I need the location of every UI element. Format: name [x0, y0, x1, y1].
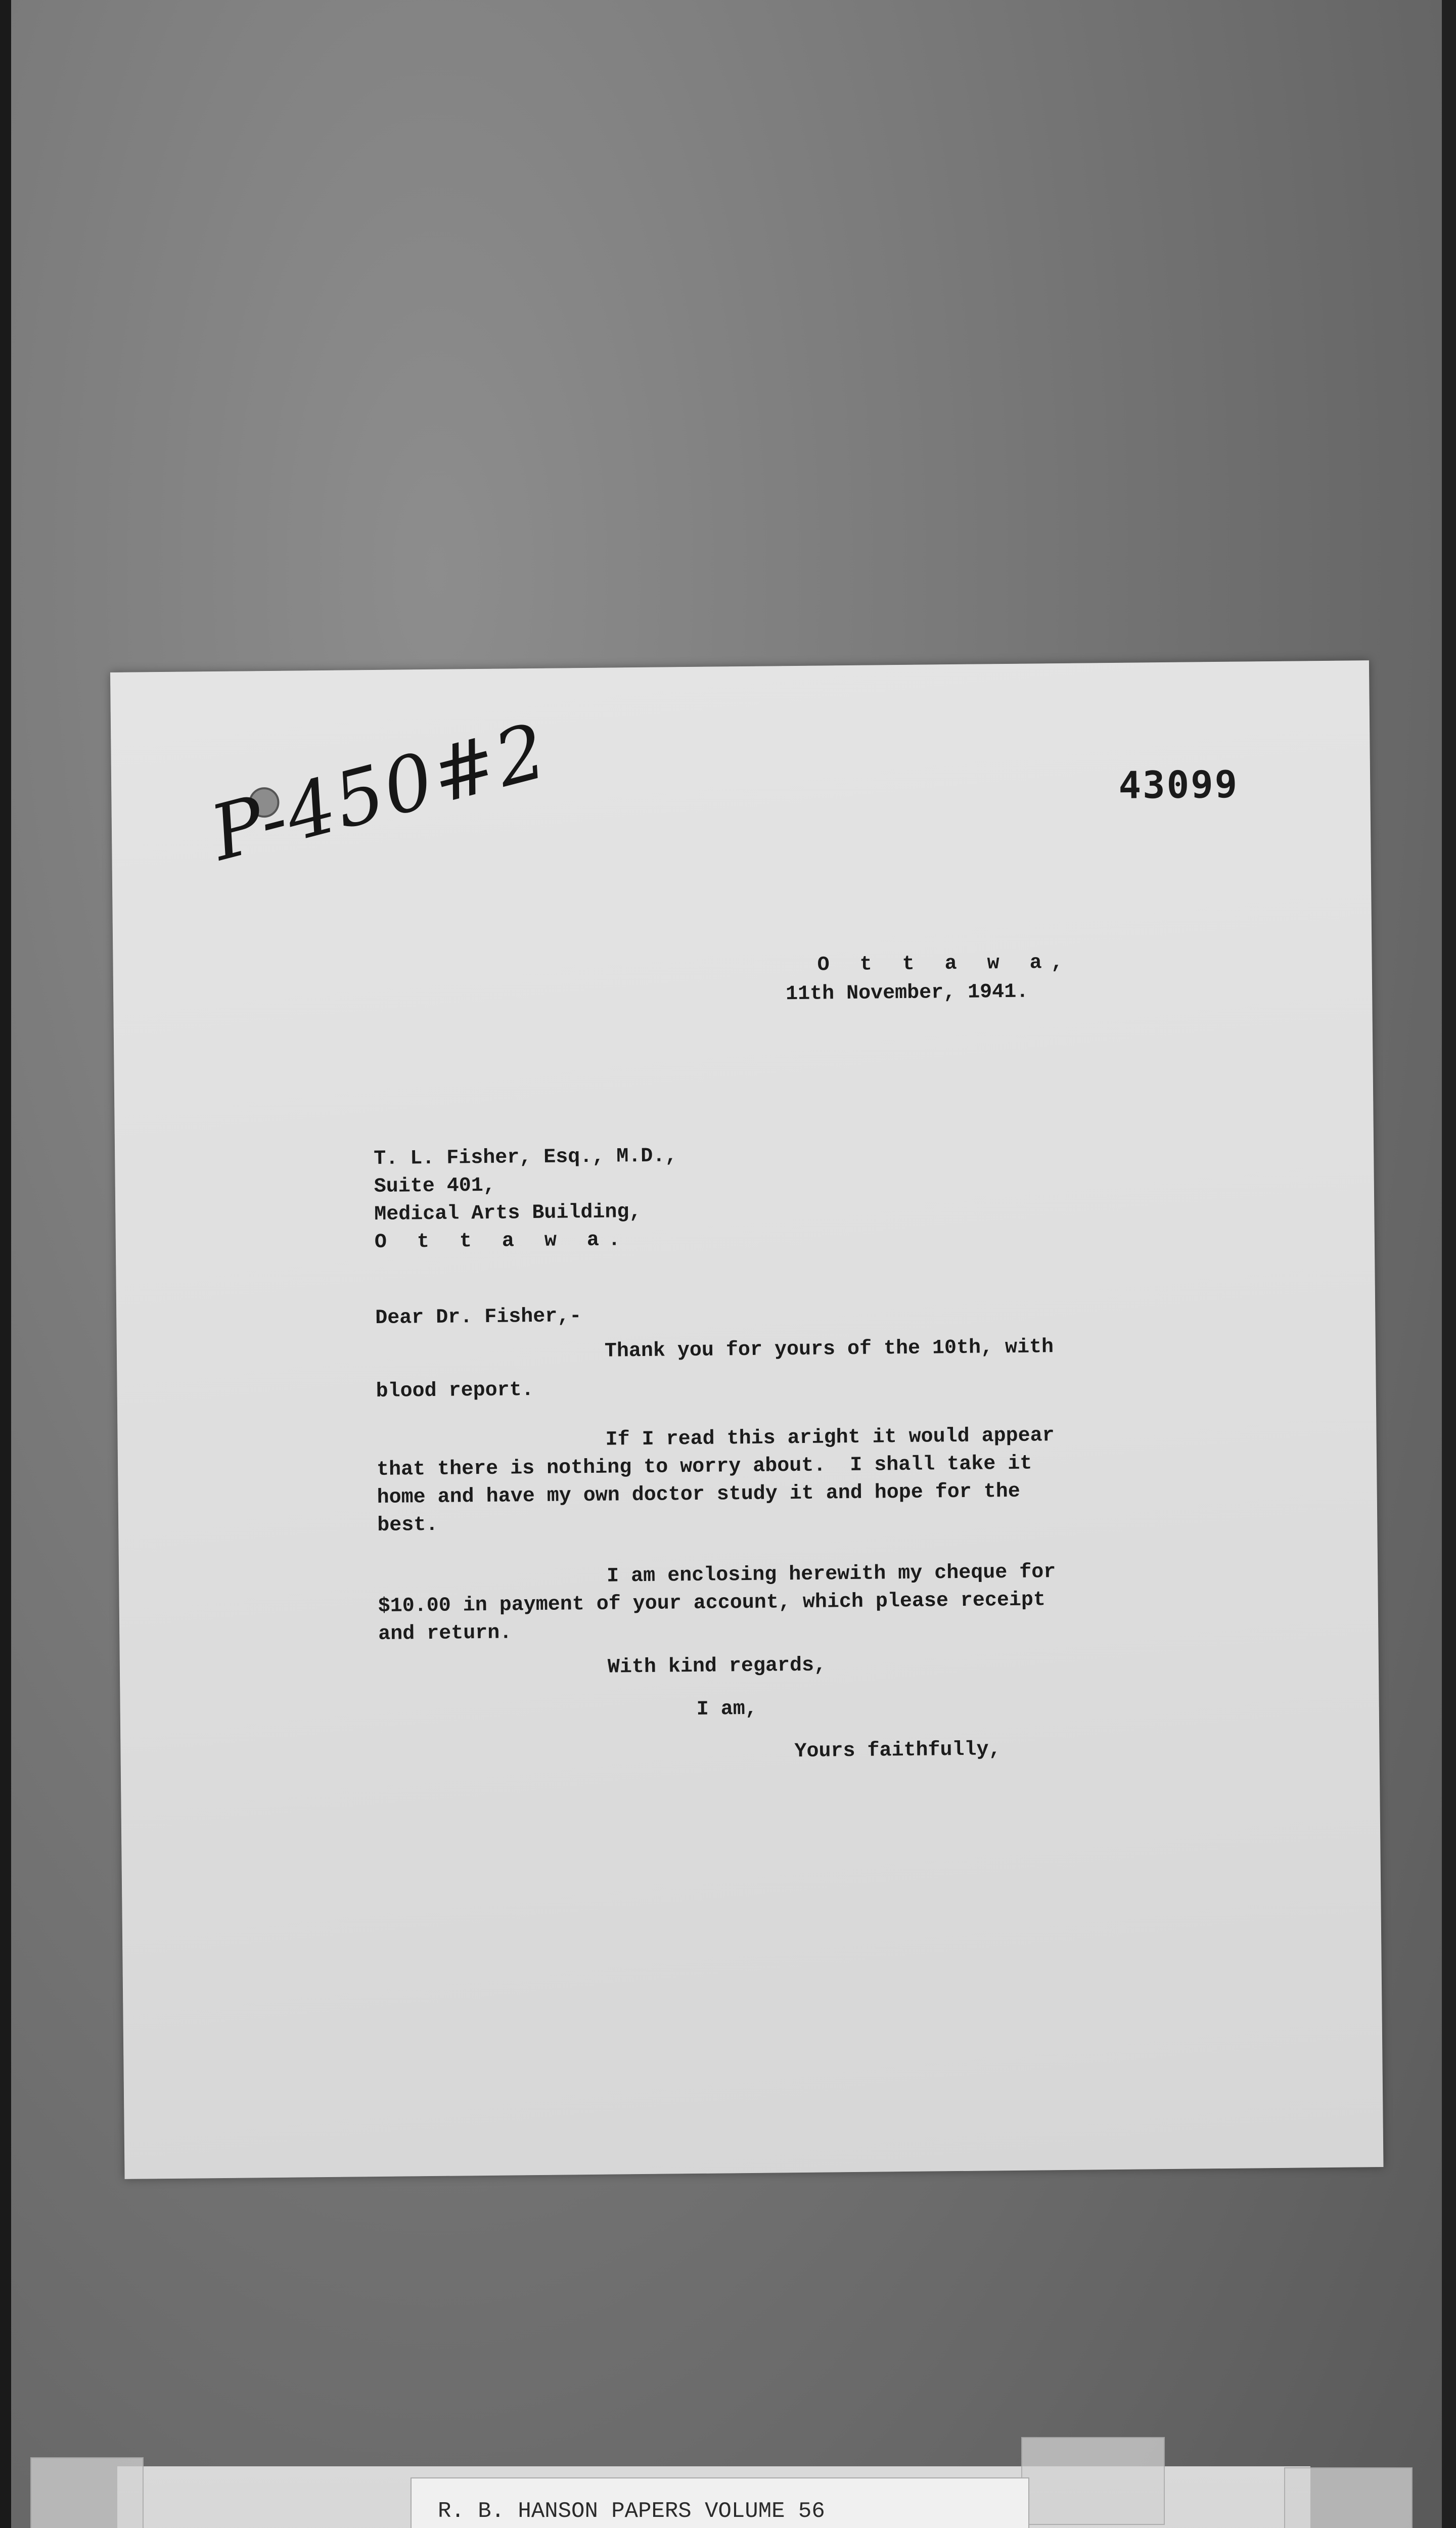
- tape-strip: [1284, 2467, 1413, 2528]
- volume-label: [411, 2477, 1029, 2528]
- paragraph-line: I am enclosing herewith my cheque for: [606, 1561, 1056, 1588]
- closing-line: With kind regards,: [607, 1654, 827, 1679]
- paragraph-line: that there is nothing to worry about. I shall take it: [376, 1452, 1032, 1482]
- paragraph-line: $10.00 in payment of your account, which please receipt: [378, 1589, 1046, 1618]
- salutation: Dear Dr. Fisher,-: [375, 1305, 582, 1330]
- addressee-line: Suite 401,: [374, 1174, 496, 1199]
- document-number: 43099: [1118, 762, 1239, 807]
- volume-label-text: R. B. HANSON PAPERS VOLUME 56: [438, 2499, 825, 2524]
- addressee-line: T. L. Fisher, Esq., M.D.,: [374, 1145, 677, 1171]
- tape-strip: [30, 2457, 144, 2528]
- paragraph-line: If I read this aright it would appear: [605, 1424, 1055, 1452]
- letter-page: [110, 660, 1383, 2179]
- closing-line: I am,: [696, 1697, 757, 1721]
- tape-strip: [1021, 2437, 1165, 2525]
- letter-date: 11th November, 1941.: [785, 980, 1029, 1006]
- letter-place: O t t a w a,: [817, 951, 1072, 977]
- film-edge-right: [1442, 0, 1456, 2528]
- addressee-line: Medical Arts Building,: [374, 1200, 642, 1227]
- paragraph-line: home and have my own doctor study it and hope for the: [377, 1480, 1021, 1510]
- paragraph-line: blood report.: [376, 1379, 534, 1404]
- paragraph-line: best.: [377, 1513, 438, 1538]
- film-edge-left: [0, 0, 11, 2528]
- paragraph-line: and return.: [378, 1621, 512, 1646]
- addressee-line: O t t a w a.: [374, 1229, 630, 1254]
- handwritten-reference: P-450#2: [202, 706, 557, 878]
- paragraph-line: Thank you for yours of the 10th, with: [604, 1336, 1054, 1363]
- closing-line: Yours faithfully,: [794, 1738, 1001, 1764]
